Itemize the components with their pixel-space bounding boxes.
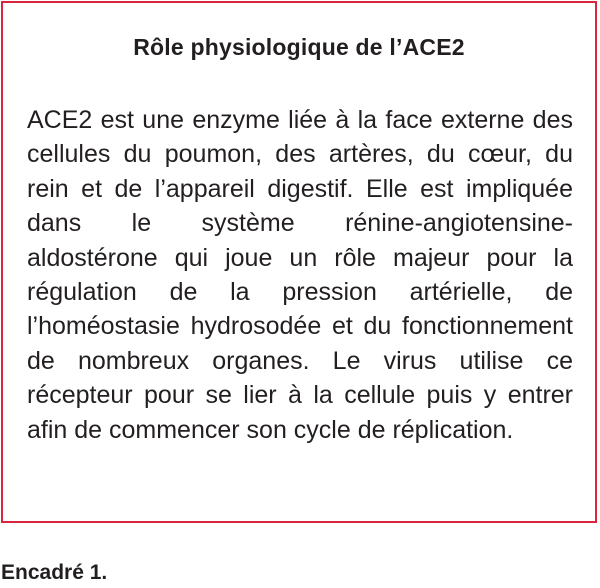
box-title: Rôle physiologique de l’ACE2: [133, 34, 465, 60]
figure-caption: Encadré 1.: [1, 561, 108, 584]
info-box: [1, 1, 597, 523]
box-body-text: ACE2 est une enzyme liée à la face externe des cellules du poumon, des artères, du cœur, du rein et de l’appareil digestif. Elle est impliquée dans le système rénine-angiotensine-aldostérone qui joue un rôle majeur pour la régulation de la pression artérielle, de l’homéostasie hydrosodée et du fonctionnement de nombreux organes. Le virus utilise ce récepteur pour se lier à la cellule puis y entrer afin de commencer son cycle de réplication.: [27, 106, 573, 444]
